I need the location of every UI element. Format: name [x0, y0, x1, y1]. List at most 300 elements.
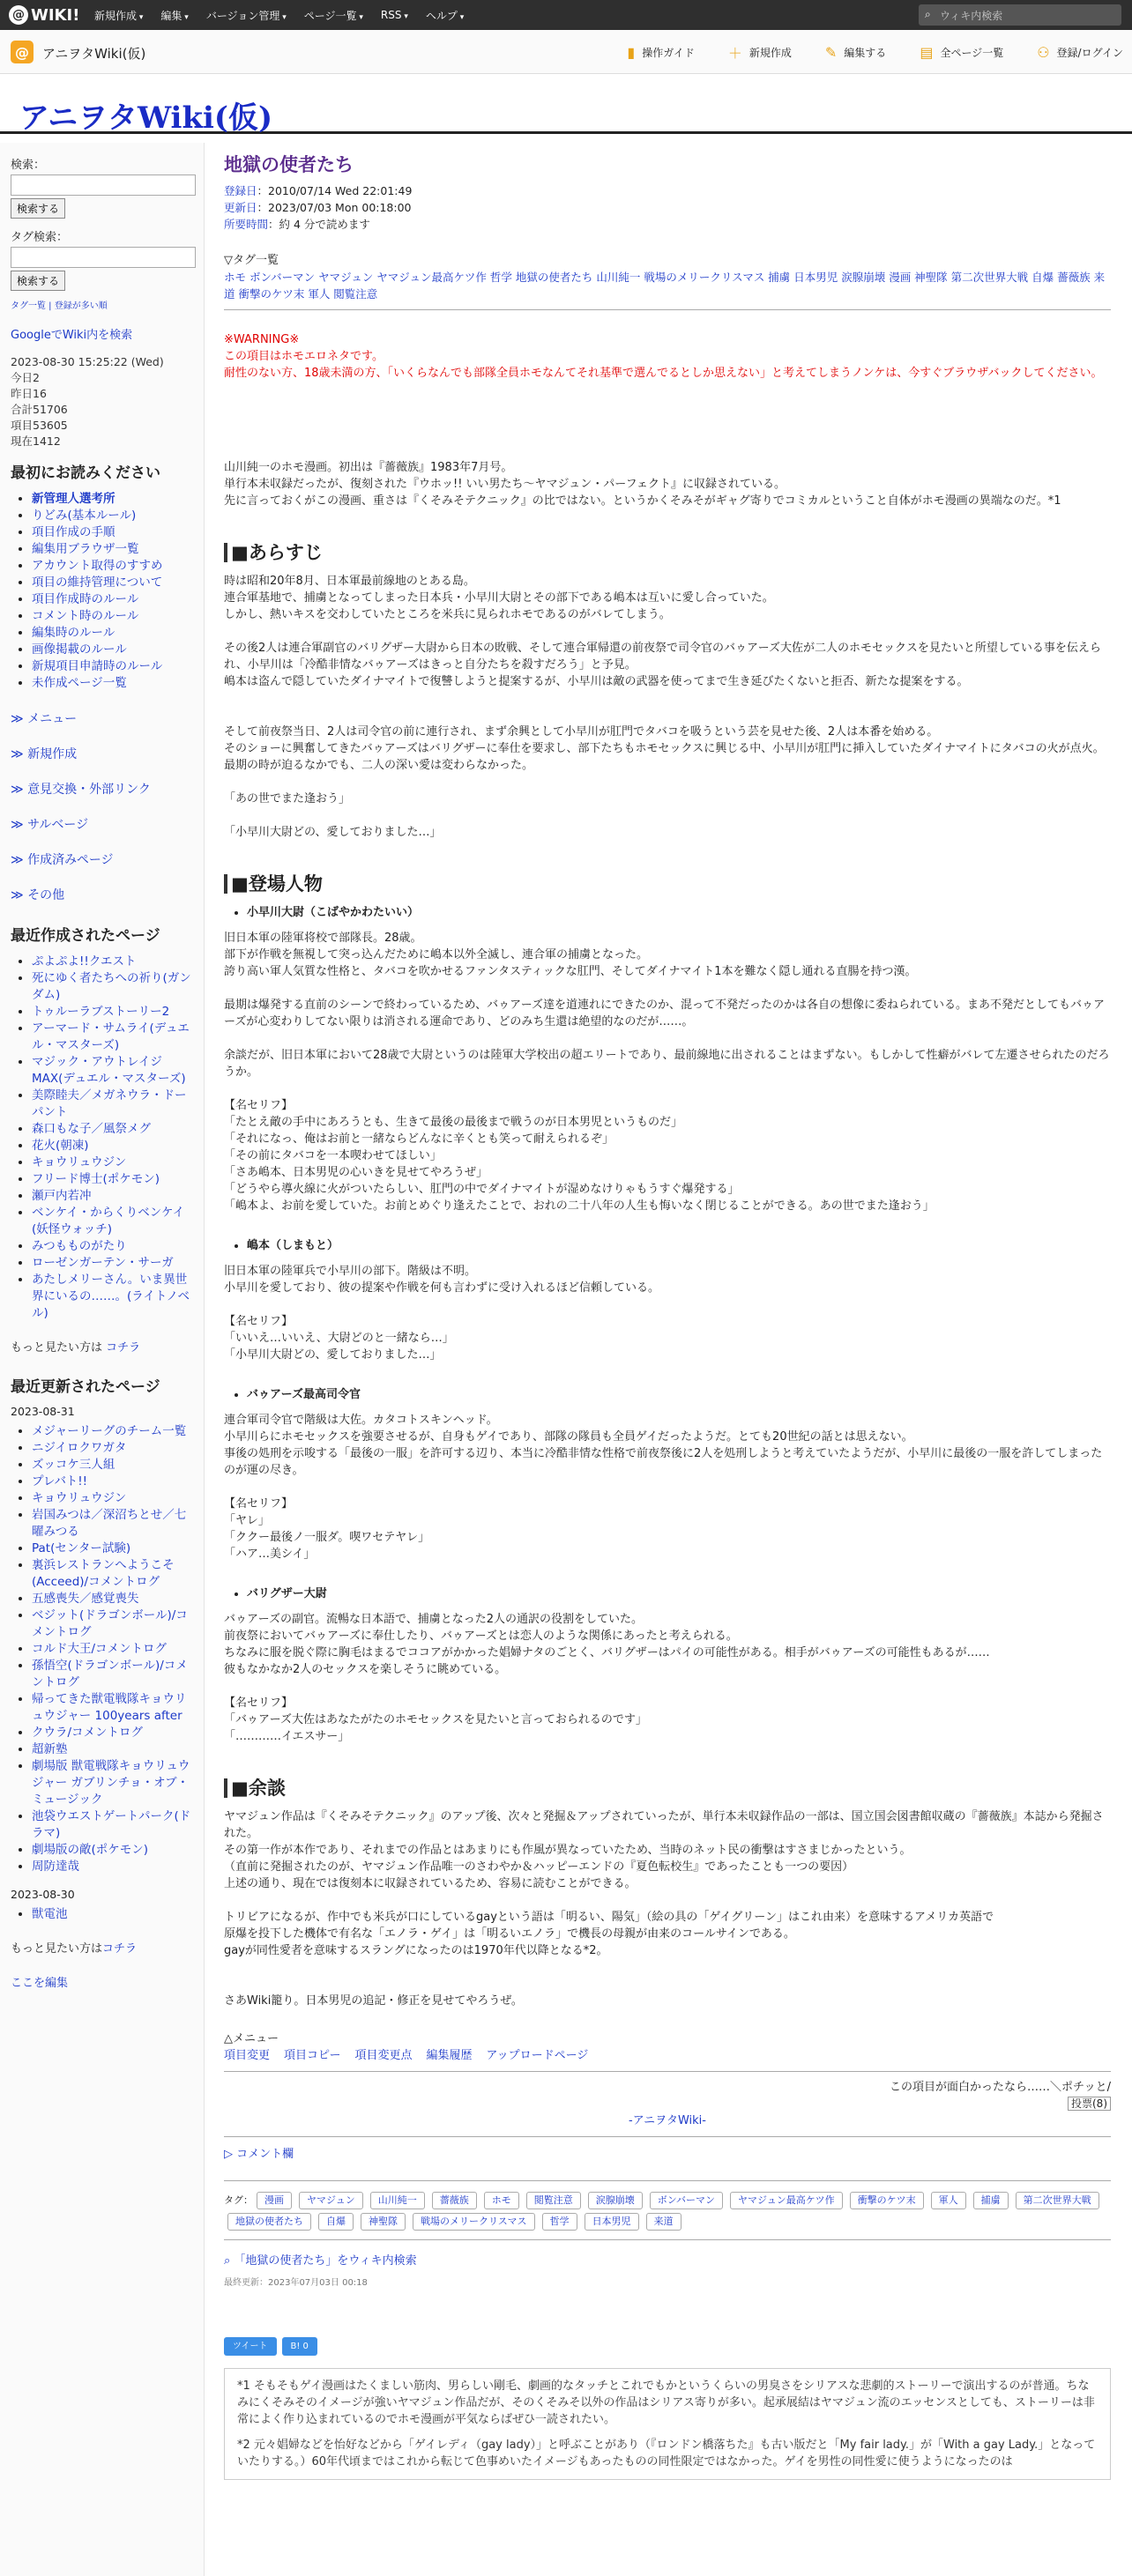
- body-line: 「小早川大尉どの、愛しておりました…」: [224, 1348, 442, 1362]
- body-line: [224, 774, 1111, 791]
- body-line: 小早川を愛しており、彼の提案や作戦を何も言わずに受け入れるほど信頼している。: [224, 1281, 660, 1295]
- recent-updated-link[interactable]: 池袋ウエストゲートパーク(ドラマ): [32, 1809, 191, 1840]
- comment-toggle[interactable]: ▷ コメント欄: [224, 2148, 294, 2161]
- top-menu: [94, 0, 464, 30]
- first-read-link-item: [32, 625, 193, 642]
- body-line: [224, 707, 1111, 724]
- warning-line: この項目はホモエロネタです。: [224, 350, 384, 363]
- body-line: 「あの世でまた逢おう」: [224, 792, 351, 805]
- body-line: [224, 1479, 1111, 1496]
- more-created: [11, 1338, 193, 1355]
- search-label: 検索：: [11, 159, 46, 172]
- all-pages-button[interactable]: [920, 44, 1003, 61]
- stat-today: 今日2: [11, 371, 40, 384]
- body-line: [224, 1296, 1111, 1313]
- recent-created-link-item: [32, 1272, 193, 1322]
- body-line: 最期は爆発する直前のシーンで終わっているため、バゥアーズ達を道連れにできたのか、混って不発だったのかは各自の想像に委ねられている。まあ不発だとしてもバゥアーズが心変わりしてない限りは消される運命であり、どのみち生還は絶望的なのだが……。: [224, 998, 1106, 1028]
- first-read-link-item: [32, 491, 193, 508]
- recent-created-link[interactable]: 花火(朝凍): [32, 1139, 89, 1153]
- warning-title: ※WARNING※: [224, 333, 300, 346]
- body-line: 【名セリフ】: [224, 1696, 294, 1710]
- tags-line[interactable]: ホモ ボンバーマン ヤマジュン ヤマジュン最高ケツ作 哲学 地獄の使者たち 山川純一 戦場のメリークリスマス 捕虜 日本男児 涙腺崩壊 漫画 神聖隊 第二次世界大戦 自爆 薔薇族 来道 衝撃のケツ末 軍人 閲覧注意: [224, 271, 1106, 301]
- recent-created-link[interactable]: あたしメリーさん。いま異世界にいるの……。(ライトノベル): [32, 1273, 190, 1320]
- hatena-button[interactable]: B! 0: [282, 2337, 317, 2356]
- body-line: 「ククー最後ノ一服ダ。喫ワセテヤレ」: [224, 1531, 430, 1544]
- body-line: 「たとえ敵の手中にあろうとも、生きて最後の最後まで戦うのが日本男児というものだ」: [224, 1116, 683, 1129]
- first-read-link-item: [32, 558, 193, 575]
- body-line: 前夜祭においてバゥアーズに奉仕したり、バゥアーズとは恋人のような関係にあったと考えられる。: [224, 1629, 738, 1643]
- recent-updated-link[interactable]: ズッコケ三人組: [32, 1458, 115, 1472]
- recent-updated-link[interactable]: Pat(センター試験): [32, 1541, 131, 1555]
- first-read-link-item: [32, 575, 193, 591]
- more-updated-link[interactable]: コチラ: [102, 1942, 138, 1956]
- tag-chip[interactable]: 第二次世界大戦: [1016, 2192, 1099, 2209]
- menu-link[interactable]: 項目コピー: [284, 2049, 341, 2062]
- body-line: gayが同性愛者を意味するスラングになったのは1970年代以降となる*2。: [224, 1944, 608, 1957]
- recent-updated-link-item: [32, 1906, 193, 1923]
- tag-search-input[interactable]: [11, 247, 196, 268]
- char1-body: [224, 930, 1111, 1214]
- menu-help[interactable]: ヘルプ ▾: [426, 8, 464, 23]
- search-input[interactable]: [919, 4, 1121, 26]
- sidebar-sections: [11, 709, 193, 903]
- tag-chip[interactable]: 日本男児: [585, 2213, 639, 2231]
- body-line: しかし、熱いキスを交わしていたところを米兵に見られホモであるのがバレてしまう。: [224, 608, 671, 621]
- guide-label: 操作ガイド: [642, 46, 695, 59]
- body-line: 「…………イエスサー」: [224, 1730, 350, 1743]
- recent-created-link[interactable]: 森口もな子／風祭メグ: [32, 1122, 151, 1136]
- wiki-search-link[interactable]: [224, 2253, 1111, 2269]
- first-read-link[interactable]: 新管理人選考所: [32, 492, 115, 506]
- first-read-link[interactable]: 編集時のルール: [32, 626, 115, 640]
- menu-pages[interactable]: ページ一覧 ▾: [304, 8, 363, 23]
- recent-created-link-item: [32, 954, 193, 970]
- updated-key[interactable]: 更新日: [224, 201, 257, 214]
- recent-date-2: 2023-08-30: [11, 1888, 75, 1901]
- recent-created-link[interactable]: フリード博士(ポケモン): [32, 1172, 160, 1186]
- recent-created-link-item: [32, 970, 193, 1004]
- recent-updated-link-item: [32, 1540, 193, 1557]
- sidebar-section-link[interactable]: ≫ 意見交換・外部リンク: [11, 783, 151, 797]
- body-line: さあWiki籠り。日本男児の追記・修正を見せてやろうぜ。: [224, 1994, 523, 2008]
- first-read-link[interactable]: りどみ(基本ルール): [32, 509, 137, 523]
- recent-updated-link-item: [32, 1423, 193, 1440]
- divider-3: [224, 2136, 1111, 2137]
- section-characters: ■登場人物: [224, 874, 1111, 894]
- first-read-link[interactable]: 新規項目申請時のルール: [32, 659, 163, 673]
- vote-text: この項目が面白かったなら……＼ポチッと/: [890, 2081, 1111, 2094]
- menu-new[interactable]: 新規作成 ▾: [94, 8, 143, 23]
- recent-updated-link[interactable]: 獣電池: [32, 1907, 68, 1921]
- sidebar: [0, 143, 205, 2576]
- recent-updated-link[interactable]: 岩国みつは／深沼ちとせ／七曜みつる: [32, 1508, 187, 1539]
- char3-body: [224, 1412, 1111, 1563]
- sidebar-section-link[interactable]: ≫ 作成済みページ: [11, 853, 114, 867]
- body-line: [224, 1678, 1111, 1695]
- body-line: （直前に発掘されたのが、ヤマジュン作品唯一のさわやか＆ハッピーエンドの『夏色転校生』であったことも一つの要因）: [224, 1860, 854, 1874]
- read-time-key[interactable]: 所要時間: [224, 218, 269, 231]
- tag-list-links[interactable]: タグ一覧 | 登録が多い順: [11, 301, 108, 311]
- recent-updated-link[interactable]: クウラ/コメントログ: [32, 1726, 144, 1740]
- body-line: 【名セリフ】: [224, 1315, 294, 1328]
- first-read-link-item: [32, 508, 193, 524]
- recent-created-link-item: [32, 1138, 193, 1154]
- recent-updated-heading: 最近更新されたページ: [11, 1378, 160, 1396]
- plus-icon: ＋: [727, 44, 742, 62]
- body-line: 事後の処刑を示唆する「最後の一服」を許可する辺り、本当に冷酷非情な性格で前夜祭後に2人を処刑しようと考えていたようだが、小早川に最後の一服を許してしまったのが運の尽き。: [224, 1447, 1103, 1477]
- recent-created-link-item: [32, 1121, 193, 1138]
- tag-chip[interactable]: 軍人: [931, 2192, 966, 2209]
- recent-updated-link-item: [32, 1725, 193, 1741]
- recent-created-link-item: [32, 1088, 193, 1121]
- recent-created-link-item: [32, 1004, 193, 1021]
- article-meta: [224, 182, 1111, 233]
- login-label: 登録/ログイン: [1056, 46, 1123, 59]
- user-icon: ⚇: [1037, 43, 1050, 61]
- footnote-2: *2 元々娼婦などを怡好などから「ゲイレディ（gay lady）」と呼ぶことがあり（『ロンドン橋落ちた』も古い版だと「My fair lady.」が「With a gay Lady.」となっていたりする。）60年代頃まではこれから転じて色事めいたイメージもあったものの同性限定ではなかった。ゲイを男性の同性愛に使うようになったのは: [237, 2439, 1096, 2468]
- body-line: その後2人は連合軍副官のバリグザー大尉から日本の敗戦、そして連合軍帰還の前夜祭で司令官のバゥアーズ大佐が二人のホモセックスを見たいと所望している事を伝えられ、小早川は「冷酷非情なバゥアーズはきっと自分たちを殺すだろう」と予見。: [224, 642, 1101, 672]
- first-read-link[interactable]: 項目作成の手順: [32, 525, 115, 539]
- recent-updated-link-item: [32, 1474, 193, 1490]
- last-updated: 最終更新：2023年07月03日 00:18: [224, 2278, 368, 2288]
- recent-updated-link-item: [32, 1859, 193, 1875]
- recent-created-heading: 最近作成されたページ: [11, 927, 160, 945]
- first-read-heading: 最初にお読みください: [11, 464, 160, 482]
- footer-site[interactable]: -アニヲタWiki-: [629, 2114, 706, 2127]
- first-read-link-item: [32, 642, 193, 658]
- first-read-link-item: [32, 541, 193, 558]
- recent-updated-link[interactable]: ベジット(ドラゴンボール)/コメントログ: [32, 1608, 188, 1639]
- tag-chip[interactable]: 山川純一: [370, 2192, 425, 2209]
- sidebar-section-link[interactable]: ≫ メニュー: [11, 712, 78, 726]
- tag-prefix: タグ：: [224, 2194, 253, 2206]
- tag-chip[interactable]: 地獄の使者たち: [227, 2213, 311, 2231]
- tag-chip[interactable]: 薔薇族: [432, 2192, 477, 2209]
- section-synopsis: ■あらすじ: [224, 543, 1111, 562]
- article-title: 地獄の使者たち: [224, 154, 354, 175]
- body-line: [224, 623, 1111, 640]
- more-text: もっと見たい方は: [11, 1341, 103, 1355]
- recent-updated-link[interactable]: 五感喪失／感覚喪失: [32, 1592, 139, 1606]
- tweet-button[interactable]: ツイート: [224, 2337, 277, 2356]
- registered-value: ：2010/07/14 Wed 22:01:49: [257, 184, 413, 197]
- body-line: [224, 1959, 1111, 1976]
- footnote-1: *1 そもそもゲイ漫画はたくましい筋肉、男らしい剛毛、劇画的なタッチとこれでもかというくらいの男臭さをシリアスな悲劇的ストーリーで演出するのが普通。ちなみにくそみそのイメージが強いヤマジュン作品だが、そのくそみそ以外の作品はシリアス寄りが多い。起承展結はヤマジュン流のエッセンスとしても、ストーリーは非常によく作り込まれているのでホモ漫画が平気ならばぜひ一読されたい。: [237, 2379, 1095, 2426]
- guide-button[interactable]: [627, 44, 694, 61]
- recent-created-link[interactable]: キョウリュウジン: [32, 1155, 127, 1169]
- recent-updated-link-item: [32, 1490, 193, 1507]
- menu-label: △メニュー: [224, 2032, 279, 2045]
- at-logo-icon: @: [9, 5, 28, 25]
- first-read-link[interactable]: アカウント取得のすすめ: [32, 559, 163, 573]
- body-line: 【名セリフ】: [224, 1099, 294, 1112]
- recent-updated-link[interactable]: メジャーリーグのチーム一覧: [32, 1424, 187, 1438]
- menu-link[interactable]: 編集履歴: [426, 2049, 473, 2062]
- recent-updated-link-item: [32, 1758, 193, 1808]
- site-title[interactable]: アニヲタWiki(仮): [19, 100, 273, 136]
- first-read-link[interactable]: コメント時のルール: [32, 609, 139, 623]
- recent-created-link[interactable]: ベンケイ・からくりベンケイ(妖怪ウォッチ): [32, 1206, 185, 1236]
- new-page-label: 新規作成: [748, 46, 792, 59]
- first-read-link-item: [32, 608, 193, 625]
- tag-chip[interactable]: 涙腺崩壊: [588, 2192, 643, 2209]
- first-read-link-item: [32, 658, 193, 675]
- wiki-logo[interactable]: [9, 5, 79, 25]
- menu-edit[interactable]: 編集 ▾: [160, 8, 188, 23]
- tag-chip[interactable]: 来道: [646, 2213, 681, 2231]
- logo-text: WIKI!: [31, 5, 80, 25]
- section-trivia: ■余談: [224, 1778, 1111, 1798]
- recent-updated-link[interactable]: 帰ってきた獣電戦隊キョウリュウジャー 100years after: [32, 1692, 187, 1723]
- recent-updated-link[interactable]: 裏浜レストランへようこそ(Acceed)/コメントログ: [32, 1558, 175, 1589]
- body-line: 時は昭和20年8月、日本軍最前線地のとある島。: [224, 575, 475, 588]
- edit-label: 編集する: [844, 46, 887, 59]
- recent-updated-link[interactable]: コルド大王/コメントログ: [32, 1642, 168, 1656]
- pages-icon: ▤: [920, 43, 934, 61]
- body-line: 「ヤレ」: [224, 1514, 270, 1527]
- first-read-link[interactable]: 未作成ページ一覧: [32, 676, 127, 690]
- sidebar-search-input[interactable]: [11, 174, 196, 196]
- intro-1: 山川純一のホモ漫画。初出は『薔薇族』1983年7月号。: [224, 461, 513, 474]
- tag-chip[interactable]: 捕虜: [973, 2192, 1009, 2209]
- sidebar-section-link[interactable]: ≫ サルベージ: [11, 818, 89, 832]
- search-icon: ⌕: [925, 8, 931, 20]
- more-text-2: もっと見たい方は: [11, 1942, 103, 1956]
- divider: [224, 309, 1111, 310]
- char2-body: [224, 1263, 1111, 1363]
- body-line: 彼もなかなか2人のセックスを楽しそうに眺めている。: [224, 1663, 507, 1676]
- first-read-link[interactable]: 画像掲載のルール: [32, 642, 127, 657]
- recent-updated-link-item: [32, 1658, 193, 1691]
- body-line: 上述の通り、現在では復刻本に収録されているため、容易に読むことができる。: [224, 1877, 637, 1890]
- recent-updated-link-item: [32, 1691, 193, 1725]
- body-line: ヤマジュン作品は『くそみそテクニック』のアップ後、次々と発掘＆アップされていったが、単行本未収録作品の一部は、国立国会図書館収蔵の『薔薇族』本誌から発掘された。: [224, 1810, 1104, 1840]
- body-line: 部下が作戦を無視して突っ込んだために嶋本以外全滅し、連合軍の捕虜となった。: [224, 948, 649, 961]
- body-line: [224, 1030, 1111, 1047]
- recent-created-link[interactable]: ぷよぷよ!!クエスト: [32, 954, 137, 969]
- login-button[interactable]: [1037, 44, 1123, 61]
- tag-chip[interactable]: 衝撃のケツ末: [850, 2192, 924, 2209]
- recent-created-link-item: [32, 1238, 193, 1255]
- recent-updated-link[interactable]: 超新塾: [32, 1742, 68, 1756]
- tag-chip[interactable]: ヤマジュン最高ケツ作: [730, 2192, 843, 2209]
- stat-total: 合計51706: [11, 403, 68, 416]
- body-line: 【名セリフ】: [224, 1497, 294, 1511]
- body-line: その第一作が本作であり、それまでの作品とはあまりにも作風が異なっていたため、当時のネット民の衝撃はすさまじかったという。: [224, 1844, 912, 1857]
- body-line: 「いいえ…いいえ、大尉どのと一緒なら…」: [224, 1332, 454, 1345]
- recent-created-link-item: [32, 1021, 193, 1054]
- footnotes: [224, 2368, 1111, 2480]
- first-read-link-item: [32, 675, 193, 692]
- char2-name: • 嶋本（しまもと）: [247, 1237, 1111, 1254]
- body-line: 嶋本は盗んで隠していたダイナマイトで復讐しようと提案するが、小早川は敵の武器を使ってまで生き延びたくないと拒否、新たな提案をする。: [224, 675, 969, 688]
- pencil-icon: ✎: [824, 43, 838, 61]
- tag-chip[interactable]: ボンバーマン: [650, 2192, 723, 2209]
- all-pages-label: 全ページ一覧: [940, 46, 1004, 59]
- body-line: 小早川らにホモセックスを強要させるが、自身もゲイであり、部隊の隊員も全員ゲイだったようだ。とても20世紀の話とは思えない。: [224, 1430, 913, 1444]
- new-page-button[interactable]: [728, 42, 792, 63]
- registered-key[interactable]: 登録日: [224, 184, 257, 197]
- body-line: そして前夜祭当日、2人は司令官の前に連行され、まず余興として小早川が肛門でタバコを吸うという芸を見せた後、2人は本番を始める。: [224, 725, 939, 739]
- tool-links: [627, 30, 1123, 74]
- tag-chip[interactable]: 自爆: [318, 2213, 354, 2231]
- recent-updated-link-item: [32, 1440, 193, 1457]
- tag-chip[interactable]: ヤマジュン: [299, 2192, 363, 2209]
- recent-updated-link[interactable]: 劇場版 獣電戦隊キョウリュウジャー ガブリンチョ・オブ・ミュージック: [32, 1759, 190, 1807]
- body-line: ちなみに服を脱ぐ際に胸毛はまるでココアがかかった娼婦ナタのごとく、バリグザーはパイの可能性がある。相手がバゥアーズの可能性もあるが……: [224, 1646, 990, 1659]
- first-read-list: [32, 491, 193, 692]
- more-created-link[interactable]: コチラ: [106, 1341, 141, 1355]
- tag-chip[interactable]: 閲覧注意: [526, 2192, 581, 2209]
- edit-sidebar-link[interactable]: ここを編集: [11, 1977, 69, 1990]
- body-line: 「どうやら導火線に火がついたらしい、肛門の中でダイナマイトが湿めなけりゃもうすぐ爆発する」: [224, 1183, 740, 1196]
- tag-boxes: [224, 2190, 1111, 2232]
- body-line: [224, 1892, 1111, 1909]
- body-line: 連合軍基地で、捕虜となってしまった日本兵・小早川大尉とその部下である嶋本は互いに愛し合っていた。: [224, 591, 774, 605]
- body-line: 「ハア…美シイ」: [224, 1548, 316, 1561]
- trivia-body: [224, 1808, 1111, 2009]
- recent-updated-link[interactable]: キョウリュウジン: [32, 1491, 127, 1505]
- tag-chip[interactable]: 哲学: [542, 2213, 577, 2231]
- body-line: 旧日本軍の陸軍将校で部隊長。28歳。: [224, 932, 422, 945]
- recent-updated-link[interactable]: ニジイロクワガタ: [32, 1441, 127, 1455]
- body-line: [224, 1080, 1111, 1097]
- top-navbar: [0, 0, 1132, 30]
- recent-updated-link-item: [32, 1741, 193, 1758]
- divider-5: [224, 2239, 1111, 2240]
- body-line: 最期の時が迫るなかでも、二人の深い愛は変わらなかった。: [224, 759, 534, 772]
- recent-created-link[interactable]: トゥルーラブストーリー2: [32, 1005, 170, 1019]
- recent-created-link-item: [32, 1188, 193, 1205]
- guide-icon: ▮: [627, 43, 636, 61]
- search-icon: ⌕: [224, 2254, 235, 2268]
- recent-updated-link[interactable]: 孫悟空(ドラゴンボール)/コメントログ: [32, 1659, 188, 1689]
- search-placeholder: ウィキ内検索: [940, 10, 1003, 22]
- updated-value: ：2023/07/03 Mon 00:18:00: [257, 201, 412, 214]
- recent-created-link-item: [32, 1154, 193, 1171]
- body-line: 「嶋本よ、お前を愛していた。お前とめぐり逢えたことで、おれの二十八年の人生も悔いなく閉じることができる。あの世でまた逢おう」: [224, 1199, 935, 1213]
- char4-name: • バリグザー大尉: [247, 1585, 1111, 1602]
- more-updated: [11, 1939, 193, 1956]
- recent-updated-list-2: [32, 1906, 193, 1923]
- body-line: 「それになっ、俺はお前と一緒ならどんなに辛くとも笑って耐えられるぞ」: [224, 1132, 614, 1146]
- body-line: バゥアーズの副官。流暢な日本語で、捕虜となった2人の通訳の役割をしていた。: [224, 1613, 643, 1626]
- char1-name: • 小早川大尉（こばやかわたいい）: [247, 904, 1111, 921]
- body-line: 「さあ嶋本、日本男児の心いきを見せてやろうぜ」: [224, 1166, 488, 1179]
- google-search-link[interactable]: GoogleでWiki内を検索: [11, 329, 133, 342]
- recent-created-link[interactable]: マジック・アウトレイジMAX(デュエル・マスターズ): [32, 1055, 186, 1086]
- tag-chip[interactable]: 戦場のメリークリスマス: [413, 2213, 535, 2231]
- recent-created-link-item: [32, 1205, 193, 1238]
- recent-created-link[interactable]: 美際睦夫／メガネウラ・ドーパント: [32, 1088, 187, 1119]
- recent-updated-link-item: [32, 1842, 193, 1859]
- recent-updated-link[interactable]: 周防達哉: [32, 1860, 79, 1874]
- menu-link[interactable]: 項目変更: [224, 2049, 271, 2062]
- body-line: [224, 980, 1111, 997]
- first-read-link-item: [32, 591, 193, 608]
- sidebar-section-link[interactable]: ≫ 新規作成: [11, 747, 78, 761]
- site-name[interactable]: アニヲタWiki(仮): [42, 46, 146, 62]
- recent-created-link[interactable]: みつもものがたり: [32, 1239, 127, 1253]
- recent-updated-link-item: [32, 1607, 193, 1641]
- tag-chip[interactable]: 漫画: [257, 2192, 292, 2209]
- tag-search-button[interactable]: 検索する: [11, 271, 65, 291]
- body-line: 原爆を投下した機体で有名な「エノラ・ゲイ」は「明るいエノラ」で機長の母親が由来のコールサインである。: [224, 1927, 795, 1941]
- divider-4: [224, 2180, 1111, 2181]
- intro-2: 単行本未収録だったが、復刻された『ウホッ!! いい男たち〜ヤマジュン・パーフェクト』に収録されている。: [224, 478, 786, 491]
- sidebar-search-button[interactable]: 検索する: [11, 198, 65, 219]
- body-line: [224, 807, 1111, 824]
- divider-2: [224, 2071, 1111, 2072]
- menu-link[interactable]: 項目変更点: [354, 2049, 413, 2062]
- edit-button[interactable]: [825, 44, 886, 61]
- body-line: [224, 1976, 1111, 1993]
- recent-created-link[interactable]: ローゼンガーテン・サーガ: [32, 1256, 174, 1270]
- stats: [11, 354, 193, 449]
- first-read-link[interactable]: 項目作成時のルール: [32, 592, 139, 606]
- site-toolbar: [0, 30, 1132, 74]
- recent-updated-link[interactable]: 劇場版の敵(ポケモン): [32, 1843, 149, 1857]
- synopsis-body: [224, 573, 1111, 841]
- recent-updated-link-item: [32, 1557, 193, 1591]
- body-line: [224, 690, 1111, 707]
- stat-items: 項目53605: [11, 419, 68, 432]
- first-read-link[interactable]: 項目の維持管理について: [32, 575, 163, 590]
- vote-button[interactable]: 投票(8): [1068, 2097, 1111, 2111]
- recent-created-link[interactable]: 瀬戸内若冲: [32, 1189, 92, 1203]
- body-line: そのショーに興奮してきたバゥアーズはバリグザーに奉仕を要求し、部下たちもホモセックスに興じる中、小早川が肛門に挿入していたダイナマイトにタバコの火が点火。: [224, 742, 1105, 755]
- menu-links: [224, 2047, 1111, 2064]
- body-line: 誇り高い軍人気質な性格と、タバコを吹かせるファンタスティックな肛門、そしてダイナマイト1本を難なく隠し通れる直腸を持つ漢。: [224, 965, 917, 978]
- menu-link[interactable]: アップロードページ: [486, 2049, 589, 2062]
- stat-yesterday: 昨日16: [11, 387, 47, 400]
- warning-detail: 耐性のない方、18歳未満の方、「いくらなんでも部隊全員ホモなんてそれ基準で選んでるとしか思えない」と考えてしまうノンケは、今すぐブラウザバックしてください。: [224, 367, 1103, 380]
- menu-version[interactable]: バージョン管理 ▾: [206, 8, 287, 23]
- recent-created-link[interactable]: アーマード・サムライ(デュエル・マスターズ): [32, 1021, 190, 1052]
- body-line: 余談だが、旧日本軍において28歳で大尉というのは陸軍大学校出の超エリートであり、最前線地に出されることはまずない。もしかして性癖がバレて左遷させられたのだろうか。: [224, 1049, 1110, 1079]
- stat-now: 現在1412: [11, 434, 61, 448]
- first-read-link-item: [32, 524, 193, 541]
- recent-updated-link-item: [32, 1808, 193, 1842]
- body-line: 連合軍司令官で階級は大佐。カタコトスキンヘッド。: [224, 1414, 498, 1427]
- menu-rss[interactable]: RSS ▾: [381, 9, 408, 21]
- article: [224, 143, 1111, 2480]
- first-read-link[interactable]: 編集用ブラウザ一覧: [32, 542, 139, 556]
- sidebar-section-link[interactable]: ≫ その他: [11, 888, 65, 902]
- stat-date: 2023-08-30 15:25:22 (Wed): [11, 355, 164, 368]
- tag-search-label: タグ検索：: [11, 231, 69, 244]
- page-header: [0, 74, 1132, 134]
- body-line: 旧日本軍の陸軍兵で小早川の部下。階級は不明。: [224, 1265, 477, 1278]
- read-time-value: ：約 4 分で読めます: [268, 218, 370, 231]
- recent-updated-link-item: [32, 1591, 193, 1607]
- wiki-search-text: 「地獄の使者たち」をウィキ内検索: [234, 2254, 417, 2268]
- body-line: 「その前にタバコを一本喫わせてほしい」: [224, 1149, 442, 1162]
- body-line: 「小早川大尉どの、愛しておりました…」: [224, 826, 442, 839]
- tag-chip[interactable]: ホモ: [484, 2192, 519, 2209]
- body-line: 「バゥアーズ大佐はあなたがたのホモセックスを見たいと言っておられるのです」: [224, 1713, 647, 1726]
- recent-created-link-item: [32, 1255, 193, 1272]
- recent-updated-list: [32, 1423, 193, 1875]
- tag-chip[interactable]: 神聖隊: [361, 2213, 406, 2231]
- site-badge-icon[interactable]: @: [11, 41, 34, 63]
- recent-updated-link[interactable]: プレバト!!: [32, 1474, 88, 1488]
- tags-heading[interactable]: ▽タグ一覧: [224, 254, 279, 267]
- body-line: トリビアになるが、作中でも米兵が口にしているgayという語は「明るい、陽気」（絵の具の「ゲイグリーン」はこれ由来）を意味するアメリカ英語で: [224, 1911, 994, 1924]
- recent-updated-link-item: [32, 1507, 193, 1540]
- recent-updated-link-item: [32, 1457, 193, 1474]
- recent-created-link[interactable]: 死にゆく者たちへの祈り(ガンダム): [32, 971, 191, 1002]
